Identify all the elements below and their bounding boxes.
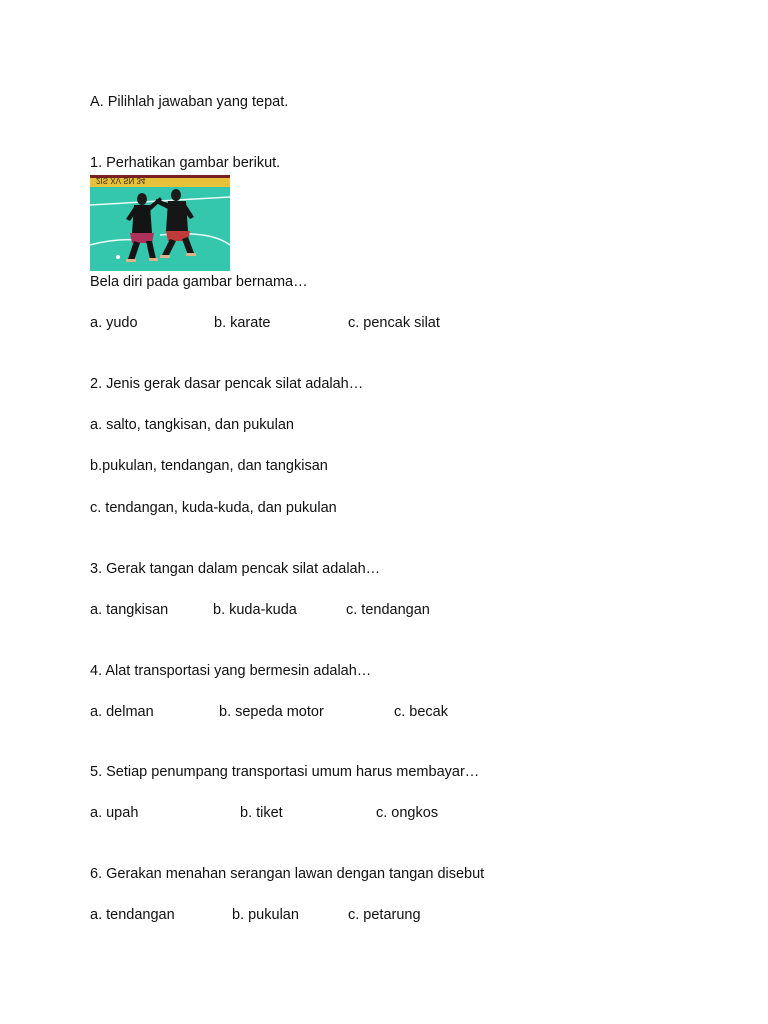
q1-option-c: c. pencak silat — [348, 315, 440, 331]
q4-option-c: c. becak — [394, 704, 448, 720]
q6-option-b: b. pukulan — [232, 907, 299, 923]
q2-option-a: a. salto, tangkisan, dan pukulan — [90, 417, 294, 433]
q6-option-c: c. petarung — [348, 907, 421, 923]
question-6-text: 6. Gerakan menahan serangan lawan dengan tangan disebut — [90, 866, 485, 882]
q3-option-b: b. kuda-kuda — [213, 602, 297, 618]
question-5-text: 5. Setiap penumpang transportasi umum harus membayar… — [90, 764, 480, 780]
pencak-silat-photo — [90, 175, 230, 271]
q6-option-a: a. tendangan — [90, 907, 175, 923]
q5-option-a: a. upah — [90, 805, 139, 821]
question-4-text: 4. Alat transportasi yang bermesin adalah… — [90, 663, 372, 679]
question-1-text: 1. Perhatikan gambar berikut. — [90, 155, 281, 171]
q2-option-b: b.pukulan, tendangan, dan tangkisan — [90, 458, 328, 474]
q5-option-c: c. ongkos — [376, 805, 439, 821]
q4-option-a: a. delman — [90, 704, 154, 720]
question-3-text: 3. Gerak tangan dalam pencak silat adalah… — [90, 561, 381, 577]
q3-option-c: c. tendangan — [346, 602, 430, 618]
q3-option-a: a. tangkisan — [90, 602, 169, 618]
question-2-text: 2. Jenis gerak dasar pencak silat adalah… — [90, 376, 364, 392]
banner-text: 2IS XV SN 34 — [96, 176, 146, 185]
q2-option-c: c. tendangan, kuda-kuda, dan pukulan — [90, 500, 337, 516]
q4-option-b: b. sepeda motor — [219, 704, 324, 720]
question-1-caption: Bela diri pada gambar bernama… — [90, 274, 308, 290]
q1-option-a: a. yudo — [90, 315, 138, 331]
q5-option-b: b. tiket — [240, 805, 283, 821]
q1-option-b: b. karate — [214, 315, 271, 331]
instruction-heading: A. Pilihlah jawaban yang tepat. — [90, 94, 289, 110]
